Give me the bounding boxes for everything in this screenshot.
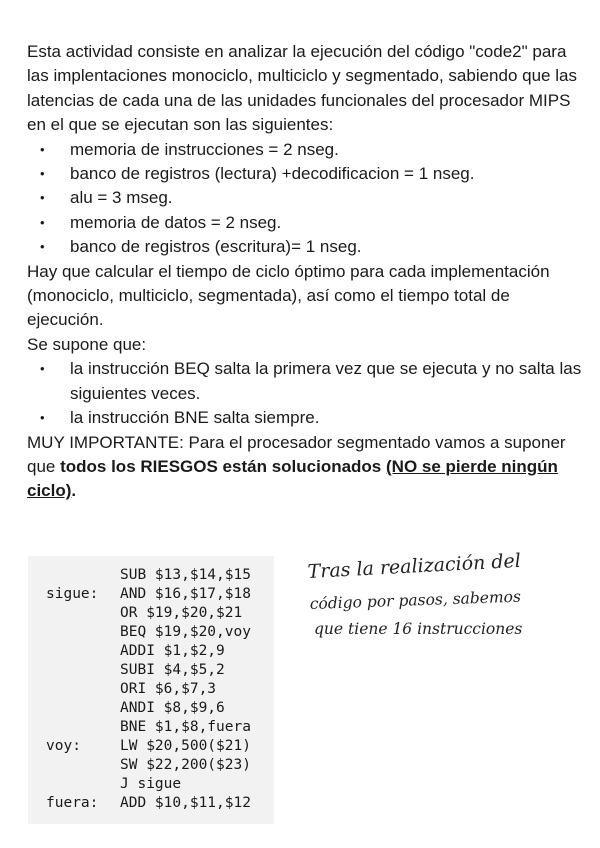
- assumption-item: • la instrucción BNE salta siempre.: [27, 406, 587, 430]
- code-label: fuera:: [46, 795, 99, 811]
- code-instruction: SUBI $4,$5,2: [120, 662, 225, 678]
- latency-item: • memoria de instrucciones = 2 nseg.: [27, 138, 587, 162]
- code-instruction: J sigue: [120, 776, 182, 792]
- code-instruction: OR $19,$20,$21: [120, 605, 243, 621]
- important-bold: todos los RIESGOS están solucionados: [60, 456, 382, 476]
- code-instruction: SW $22,200($23): [120, 757, 251, 773]
- handwritten-line-2: código por pasos, sabemos: [309, 587, 522, 613]
- assumption-item: • la instrucción BEQ salta la primera vez que se ejecuta y no salta las siguientes veces.: [27, 357, 587, 406]
- important-paragraph: [27, 431, 587, 504]
- code-label: sigue:: [46, 586, 99, 602]
- important-underlined: (NO se pierde ningún ciclo): [27, 456, 558, 501]
- latency-item: • banco de registros (lectura) +decodificacion = 1 nseg.: [27, 162, 587, 186]
- code-instruction: AND $16,$17,$18: [120, 586, 251, 602]
- code-instruction: LW $20,500($21): [120, 738, 251, 754]
- task-paragraph: Hay que calcular el tiempo de ciclo óptimo para cada implementación (monociclo, multiciclo, segmentada), así como el tiempo total de ejecución.: [27, 261, 550, 330]
- handwritten-line-1: Tras la realización del: [307, 549, 522, 583]
- code-instruction: BEQ $19,$20,voy: [120, 624, 251, 640]
- code-instruction: ANDI $8,$9,6: [120, 700, 225, 716]
- code-instruction: SUB $13,$14,$15: [120, 567, 251, 583]
- latency-list: [27, 138, 587, 260]
- latency-item: • memoria de datos = 2 nseg.: [27, 211, 587, 235]
- assumption-list: [27, 357, 587, 430]
- intro-paragraph: Esta actividad consiste en analizar la ejecución del código "code2" para las implentaciones monociclo, multiciclo y segmentado, sabiendo que las latencias de cada una de las unidades funcionales del procesador MIPS en el que se ejecutan son las siguientes:: [27, 42, 577, 135]
- code-instruction: BNE $1,$8,fuera: [120, 719, 251, 735]
- code-instruction: ORI $6,$7,3: [120, 681, 217, 697]
- important-end: .: [71, 481, 77, 501]
- code-instruction: ADD $10,$11,$12: [120, 795, 251, 811]
- code-instruction: ADDI $1,$2,9: [120, 643, 225, 659]
- code-label: voy:: [46, 738, 81, 754]
- latency-item: • alu = 3 mseg.: [27, 186, 587, 210]
- assume-intro: Se supone que:: [27, 334, 147, 354]
- important-prefix: MUY IMPORTANTE: Para el procesador segmentado vamos a suponer que: [27, 432, 566, 476]
- latency-item: • banco de registros (escritura)= 1 nseg.: [27, 235, 587, 259]
- handwritten-note: [300, 548, 590, 648]
- code-listing: [28, 556, 274, 824]
- assignment-text: [27, 40, 587, 504]
- handwritten-line-3: que tiene 16 instrucciones: [314, 620, 523, 638]
